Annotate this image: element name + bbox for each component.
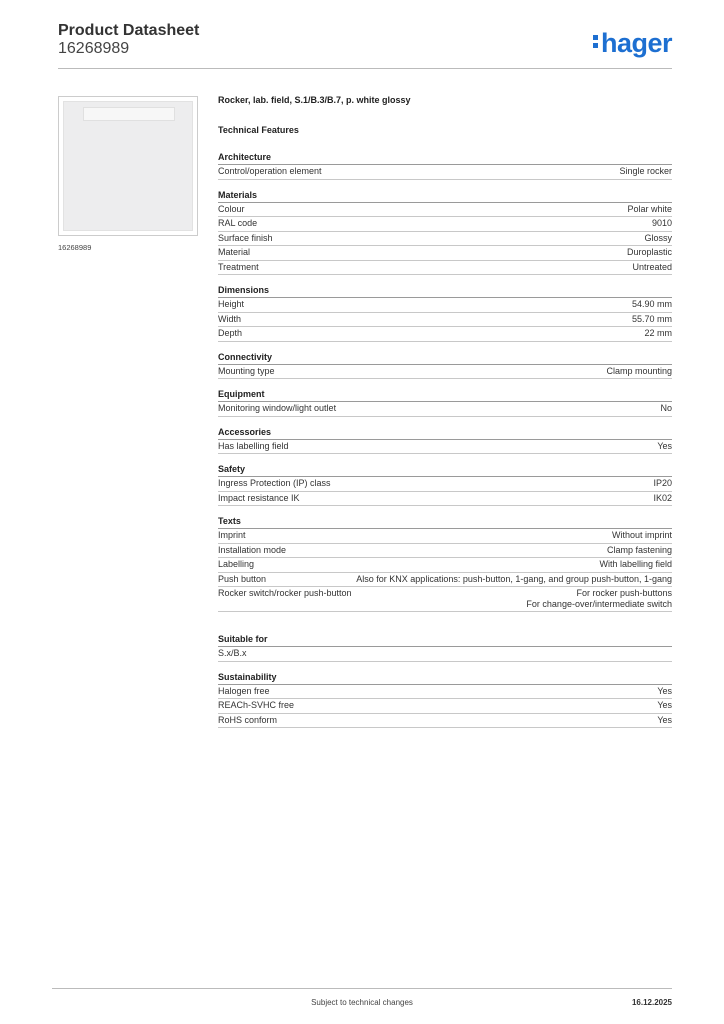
labelling-field-shape	[83, 107, 175, 121]
spec-label: REACh-SVHC free	[218, 700, 295, 710]
datasheet-content	[218, 95, 672, 737]
section-title: Architecture	[218, 151, 672, 165]
spec-value: 9010	[651, 218, 672, 228]
spec-value: 54.90 mm	[631, 299, 672, 309]
section-title: Safety	[218, 463, 672, 477]
spec-row	[218, 714, 672, 729]
spec-value: Single rocker	[619, 166, 672, 176]
section-title: Materials	[218, 189, 672, 203]
spec-label: Imprint	[218, 530, 246, 540]
spec-row	[218, 699, 672, 714]
spec-value: No	[660, 403, 672, 413]
spec-label: Width	[218, 313, 242, 324]
document-title: Product Datasheet	[58, 22, 200, 39]
spec-label: Labelling	[218, 559, 255, 569]
section-texts	[218, 515, 672, 612]
spec-value: Without imprint	[611, 530, 672, 540]
spec-label: Control/operation element	[218, 166, 322, 176]
spec-value: 55.70 mm	[631, 313, 672, 324]
spec-row	[218, 587, 672, 612]
section-sustainability	[218, 671, 672, 729]
spec-label: S.x/B.x	[218, 648, 247, 658]
spec-label: Depth	[218, 328, 243, 338]
spec-value: For rocker push-buttons For change-over/intermediate switch	[526, 588, 672, 609]
spec-row	[218, 573, 672, 588]
section-connectivity	[218, 351, 672, 380]
section-title: Sustainability	[218, 671, 672, 685]
spec-label: Height	[218, 299, 245, 309]
spec-row	[218, 440, 672, 455]
spec-value: Yes	[657, 714, 672, 725]
spec-value: Duroplastic	[626, 247, 672, 257]
spec-label: Colour	[218, 203, 245, 214]
spec-label: Treatment	[218, 261, 259, 272]
spec-row	[218, 165, 672, 180]
spec-value: Also for KNX applications: push-button, 1-gang, and group push-button, 1-gang	[356, 573, 672, 584]
spec-row	[218, 402, 672, 417]
rocker-image	[63, 101, 193, 231]
logo-text: hager	[600, 28, 672, 58]
section-title: Dimensions	[218, 284, 672, 298]
spec-value: Glossy	[644, 232, 672, 243]
section-dimensions	[218, 284, 672, 342]
spec-row	[218, 246, 672, 261]
spacer	[218, 621, 672, 633]
spec-label: Monitoring window/light outlet	[218, 403, 337, 413]
section-equipment	[218, 388, 672, 417]
spec-row	[218, 492, 672, 507]
section-accessories	[218, 426, 672, 455]
product-image	[58, 96, 198, 236]
image-caption: 16268989	[58, 243, 92, 252]
spec-value: Yes	[657, 700, 672, 710]
spec-row	[218, 217, 672, 232]
spec-label: Installation mode	[218, 544, 287, 555]
spec-value: With labelling field	[599, 559, 672, 569]
spec-row	[218, 685, 672, 700]
section-suitable-for	[218, 633, 672, 662]
footer-divider	[52, 988, 672, 989]
section-title: Connectivity	[218, 351, 672, 365]
spec-value: IK02	[653, 492, 672, 503]
spec-label: Ingress Protection (IP) class	[218, 478, 331, 488]
footer-note: Subject to technical changes	[311, 998, 413, 1007]
spec-label: Rocker switch/rocker push-button	[218, 588, 352, 598]
spec-value: 22 mm	[644, 328, 672, 338]
section-materials	[218, 189, 672, 276]
spec-row	[218, 298, 672, 313]
technical-features-title: Technical Features	[218, 125, 299, 135]
spec-value: Yes	[657, 685, 672, 696]
product-name: Rocker, lab. field, S.1/B.3/B.7, p. white glossy	[218, 95, 411, 105]
spec-value: Yes	[657, 440, 672, 451]
spec-row	[218, 313, 672, 328]
header-divider	[58, 68, 672, 69]
spec-label: Material	[218, 247, 251, 257]
spec-row	[218, 558, 672, 573]
spec-row	[218, 203, 672, 218]
spec-row	[218, 647, 672, 662]
spec-label: RAL code	[218, 218, 258, 228]
spec-label: Impact resistance IK	[218, 492, 300, 503]
document-number: 16268989	[58, 40, 130, 57]
spec-row	[218, 232, 672, 247]
spec-label: RoHS conform	[218, 714, 278, 725]
spec-label: Has labelling field	[218, 440, 289, 451]
spec-value: Polar white	[627, 203, 672, 214]
spec-row	[218, 327, 672, 342]
section-title: Equipment	[218, 388, 672, 402]
section-title: Accessories	[218, 426, 672, 440]
spec-row	[218, 365, 672, 380]
spec-value: Clamp mounting	[606, 365, 672, 376]
brand-logo	[593, 28, 672, 59]
spec-row	[218, 529, 672, 544]
section-architecture	[218, 151, 672, 180]
spec-label: Mounting type	[218, 365, 275, 376]
section-title: Suitable for	[218, 633, 672, 647]
spec-label: Halogen free	[218, 685, 270, 696]
spec-row	[218, 477, 672, 492]
spec-label: Push button	[218, 573, 267, 584]
footer-date: 16.12.2025	[631, 998, 672, 1007]
spec-row	[218, 544, 672, 559]
section-title: Texts	[218, 515, 672, 529]
section-safety	[218, 463, 672, 506]
spec-value: Untreated	[632, 261, 672, 272]
spec-value: IP20	[653, 478, 672, 488]
spec-value: Clamp fastening	[606, 544, 672, 555]
page-header	[58, 22, 672, 58]
spec-label: Surface finish	[218, 232, 273, 243]
spec-row	[218, 261, 672, 276]
logo-dots-icon	[593, 32, 599, 51]
